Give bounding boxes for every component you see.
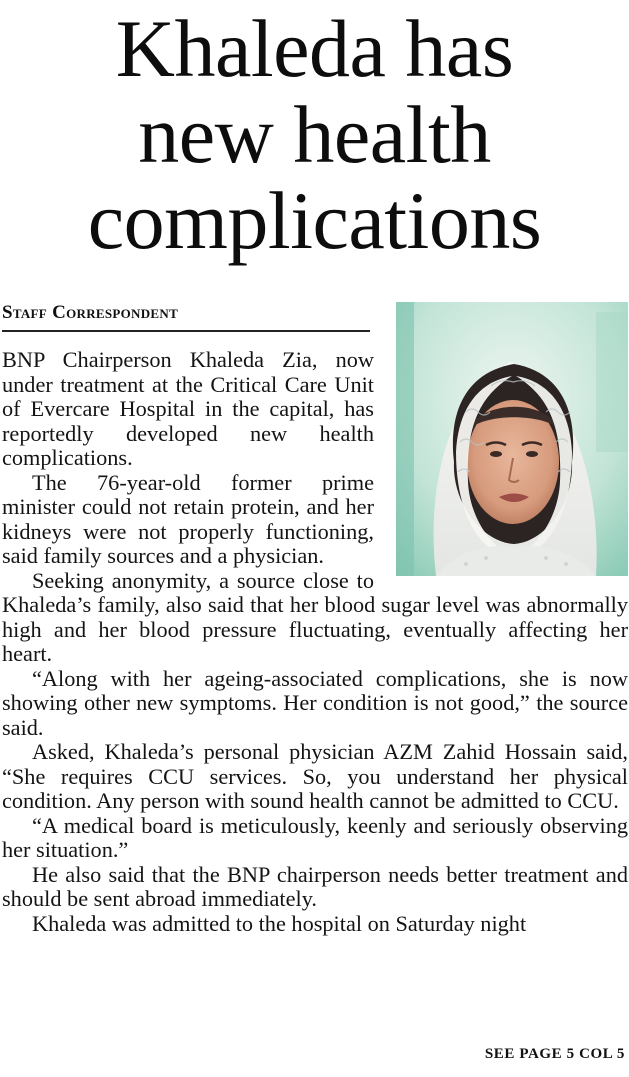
article-paragraph: He also said that the BNP chairperson needs better treatment and should be sent abroad immediately. bbox=[2, 861, 628, 911]
byline: Staff Correspondent bbox=[2, 302, 370, 332]
headline-line-1: Khaleda has bbox=[115, 3, 514, 94]
article-paragraph: The 76-year-old former prime minister could not retain protein, and her kidneys were not properly functioning, said family sources and a physician. bbox=[2, 469, 374, 568]
headline-line-3: complications bbox=[87, 175, 542, 266]
article-paragraph: Asked, Khaleda’s personal physician AZM Zahid Hossain said, “She requires CCU services. So, you understand her physical condition. Any person with sound health cannot be admitted to CCU. bbox=[2, 739, 628, 813]
article-paragraph: “Along with her ageing-associated complications, she is now showing other new symptoms. Her condition is not good,” the source said. bbox=[2, 665, 628, 740]
jump-line: SEE PAGE 5 COL 5 bbox=[484, 1046, 625, 1062]
photo-wrap-spacer bbox=[374, 348, 628, 580]
article-paragraph: Seeking anonymity, a source close to Khaleda’s family, also said that her blood sugar level was abnormally high and her blood pressure fluctuating, eventually affecting her heart. bbox=[2, 567, 628, 666]
article-paragraph: “A medical board is meticulously, keenly and seriously observing her situation.” bbox=[2, 812, 628, 862]
article-body bbox=[2, 348, 628, 936]
article-paragraph: Khaleda was admitted to the hospital on Saturday night bbox=[32, 910, 527, 936]
headline-line-2: new health bbox=[138, 89, 491, 180]
headline bbox=[0, 3, 629, 266]
article-paragraph: BNP Chairperson Khaleda Zia, now under treatment at the Critical Care Unit of Evercare Hospital in the capital, has reportedly developed new health complications. bbox=[2, 347, 374, 470]
